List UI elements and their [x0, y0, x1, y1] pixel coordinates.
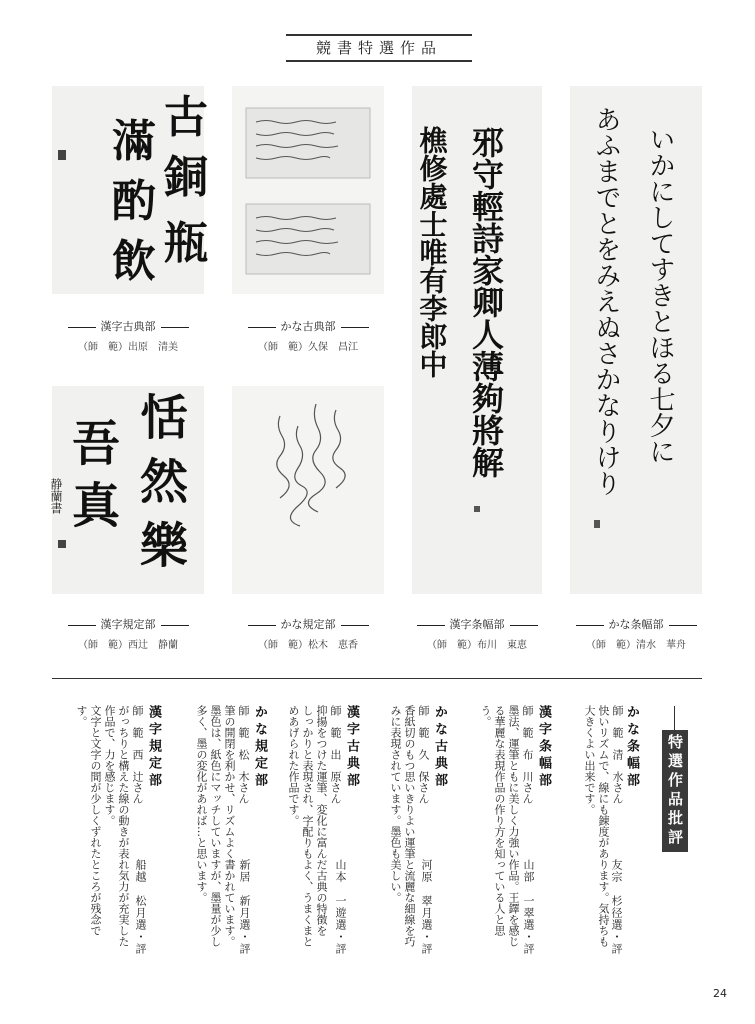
- svg-text:然: 然: [140, 454, 189, 510]
- teacher-kanji-scroll: （師 範）布川 東恵: [427, 640, 527, 651]
- page-number: 24: [713, 987, 727, 1000]
- teacher-kana-rule: （師 範）松木 恵香: [258, 640, 358, 651]
- caption-kanji-rule: 漢字規定部: [52, 616, 204, 632]
- artwork-kana-rule: [232, 386, 384, 594]
- teacher-kanji-rule: （師 範）西辻 静蘭: [78, 640, 178, 651]
- kana-scroll-column-2: あふまでとをみえぬさかなりけり: [591, 106, 621, 496]
- caption-kana-rule: かな規定部: [232, 616, 384, 632]
- critique-sign-kana-rule: 新居 新月選・評: [238, 859, 251, 955]
- critique-sign-kanji-rule: 船越 松月選・評: [134, 859, 147, 955]
- kanji-scroll-column-1: 邪守輕詩家卿人薄夠將解: [467, 126, 505, 478]
- critique-head-kana-rule: かな規定部: [252, 705, 267, 790]
- critique-badge: 特選作品批評: [662, 730, 688, 852]
- teacher-kanji-classic: （師 範）出原 清美: [78, 342, 178, 353]
- svg-text:銅: 銅: [164, 152, 208, 203]
- caption-kana-scroll: かな条幅部: [562, 616, 710, 632]
- artwork-kana-classic: [232, 86, 384, 294]
- svg-text:瓶: 瓶: [164, 218, 208, 269]
- critique-sign-kanji-classic: 山本 一遊選・評: [334, 859, 347, 955]
- caption-kanji-classic: 漢字古典部: [52, 318, 204, 334]
- teacher-kana-classic: （師 範）久保 昌江: [258, 342, 358, 353]
- critique-head-kana-classic: かな古典部: [432, 705, 447, 790]
- critique-head-kana-scroll: かな条幅部: [624, 705, 639, 790]
- page-title: 競書特選作品: [286, 34, 472, 62]
- svg-text:吾: 吾: [72, 416, 121, 472]
- artwork-kana-scroll: [570, 86, 702, 594]
- artwork-kanji-classic: [52, 86, 208, 294]
- critique-sign-kana-classic: 河原 翠月選・評: [420, 859, 433, 955]
- caption-kana-classic: かな古典部: [232, 318, 384, 334]
- critique-sign-kana-scroll: 友宗 杉径選・評: [610, 859, 623, 955]
- critique-sign-kanji-scroll: 山部 一翠選・評: [522, 859, 535, 955]
- svg-text:古: 古: [164, 92, 208, 143]
- svg-text:静蘭書: 静蘭書: [49, 478, 63, 514]
- critique-body-kana-classic: 師 範 久 保さん 香紙切のもつ思いきりよい運筆と流麗な細線を巧 みに表現されています。墨色も美しい。: [389, 705, 430, 947]
- critique-head-kanji-rule: 漢字規定部: [146, 705, 161, 790]
- critique-body-kanji-scroll: 師 範 布 川さん 墨法、運筆ともに美しく力強い作品。王鐸を感じ る華麗な表現作品の作り方を知っている人と思 う。: [479, 705, 534, 947]
- critique-body-kana-scroll: 師 範 清 水さん 快いリズムで、線にも錬度があります。気持ちも 大きくよい出来です。: [583, 705, 624, 947]
- kana-scroll-column-1: いかにしてすきとほる七夕に: [645, 126, 675, 464]
- svg-text:飲: 飲: [112, 236, 156, 287]
- kanji-scroll-column-2: 樵修處士唯有李郎中: [415, 126, 449, 378]
- svg-text:恬: 恬: [140, 390, 189, 446]
- critique-body-kanji-rule: 師 範 西 辻さん がっちりと構えた線の動きが表れ気力が充実した 作品で、力を感じます。 文字と文字の間が少しくずれたところが残念で す。: [75, 705, 144, 947]
- teacher-kana-scroll: （師 範）清水 華舟: [586, 640, 686, 651]
- svg-text:樂: 樂: [140, 518, 189, 574]
- critique-body-kana-rule: 師 範 松 木さん 筆の開閉を利かせ、リズムよく書かれています。 墨色は、紙色にマッチしていますが、墨量が少し 多く、墨の変化があれば…と思います。: [195, 705, 250, 947]
- caption-kanji-scroll: 漢字条幅部: [402, 616, 552, 632]
- artwork-kanji-scroll: [412, 86, 542, 594]
- svg-text:真: 真: [72, 478, 121, 534]
- svg-text:滿: 滿: [112, 116, 156, 167]
- artwork-kanji-rule: [49, 386, 204, 594]
- critique-head-kanji-scroll: 漢字条幅部: [536, 705, 551, 790]
- svg-text:酌: 酌: [112, 176, 156, 227]
- section-divider: [52, 678, 702, 679]
- critique-body-kanji-classic: 師 範 出 原さん 抑揚をつけた運筆、変化に富んだ古典の特徴を しっかりと表現され、字配りもよく、うまくまと めあげられた作品です。: [287, 705, 342, 947]
- critique-section: [40, 705, 705, 985]
- critique-head-kanji-classic: 漢字古典部: [344, 705, 359, 790]
